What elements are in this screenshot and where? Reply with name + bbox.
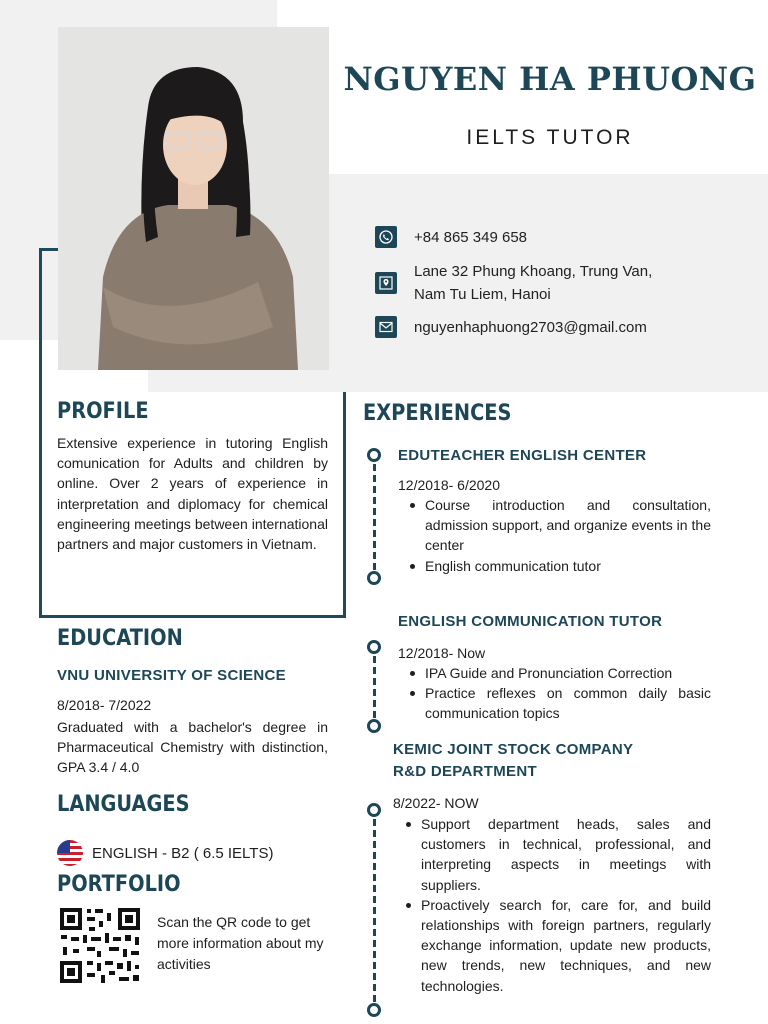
job-dates: 12/2018- Now [398, 645, 486, 661]
list-item: English communication tutor [405, 556, 711, 576]
frame-line [39, 248, 42, 618]
timeline-dot [367, 571, 381, 585]
language-item [57, 840, 273, 866]
job-company: EDUTEACHER ENGLISH CENTER [398, 447, 647, 464]
location-icon [375, 272, 397, 294]
timeline-dot [367, 448, 381, 462]
timeline-line [373, 656, 376, 718]
timeline-dot [367, 640, 381, 654]
job-bullets [405, 663, 711, 724]
job-dates: 8/2022- NOW [393, 795, 479, 811]
timeline-line [373, 819, 376, 1003]
list-item: Course introduction and consultation, admission support, and organize events in the center [405, 495, 711, 556]
job-department: R&D DEPARTMENT [393, 763, 537, 780]
job-dates: 12/2018- 6/2020 [398, 477, 500, 493]
list-item: Practice reflexes on common daily basic communication topics [405, 683, 711, 723]
school-name: VNU UNIVERSITY OF SCIENCE [57, 667, 286, 684]
contact-phone [375, 226, 527, 249]
timeline-dot [367, 1003, 381, 1017]
job-title: IELTS TUTOR [466, 126, 634, 149]
education-heading: EDUCATION [57, 626, 183, 651]
phone-icon [375, 226, 397, 248]
job-bullets [401, 814, 711, 996]
profile-photo [58, 27, 329, 370]
timeline-dot [367, 803, 381, 817]
candidate-name: NGUYEN HA PHUONG [343, 60, 757, 98]
us-flag-icon [57, 840, 83, 866]
frame-line [39, 615, 346, 618]
qr-code-icon[interactable] [59, 907, 141, 984]
portrait-illustration [58, 27, 329, 370]
languages-heading: LANGUAGES [57, 792, 190, 817]
list-item: Support department heads, sales and customers in technical, professional, and interpreting aspects in meetings with suppliers. [401, 814, 711, 895]
phone-number: +84 865 349 658 [414, 229, 528, 246]
education-dates: 8/2018- 7/2022 [57, 697, 152, 713]
portfolio-heading: PORTFOLIO [57, 872, 181, 897]
list-item: IPA Guide and Pronunciation Correction [405, 663, 711, 683]
portfolio-text: Scan the QR code to get more information about my activities [157, 914, 324, 972]
profile-heading: PROFILE [57, 399, 149, 424]
education-text: Graduated with a bachelor's degree in Pharmaceutical Chemistry with distinction, GPA 3.4 / 4.0 [57, 719, 328, 776]
list-item: Proactively search for, care for, and build relationships with foreign partners, regularly exchange information, update new products, new trends, new techniques, and new technologies. [401, 895, 711, 996]
address-text: Lane 32 Phung Khoang, Trung Van, Nam Tu Liem, Hanoi [414, 263, 653, 303]
job-bullets [405, 495, 711, 576]
job-company: KEMIC JOINT STOCK COMPANY [393, 741, 634, 758]
language-label: ENGLISH - B2 ( 6.5 IELTS) [92, 844, 274, 862]
timeline-line [373, 464, 376, 570]
job-company: ENGLISH COMMUNICATION TUTOR [398, 613, 663, 630]
contact-address [375, 260, 675, 306]
frame-line [343, 392, 346, 618]
profile-text: Extensive experience in tutoring English comunication for Adults and children by online. Over 2 years of experience in interpretation and diplomacy for chemical engineering meetings between international partners and major customers in Vietnam. [57, 435, 328, 553]
email-link[interactable]: nguyenhaphuong2703@gmail.com [414, 319, 647, 336]
mail-icon [375, 316, 397, 338]
experiences-heading: EXPERIENCES [363, 401, 512, 426]
contact-email [375, 316, 647, 339]
timeline-dot [367, 719, 381, 733]
